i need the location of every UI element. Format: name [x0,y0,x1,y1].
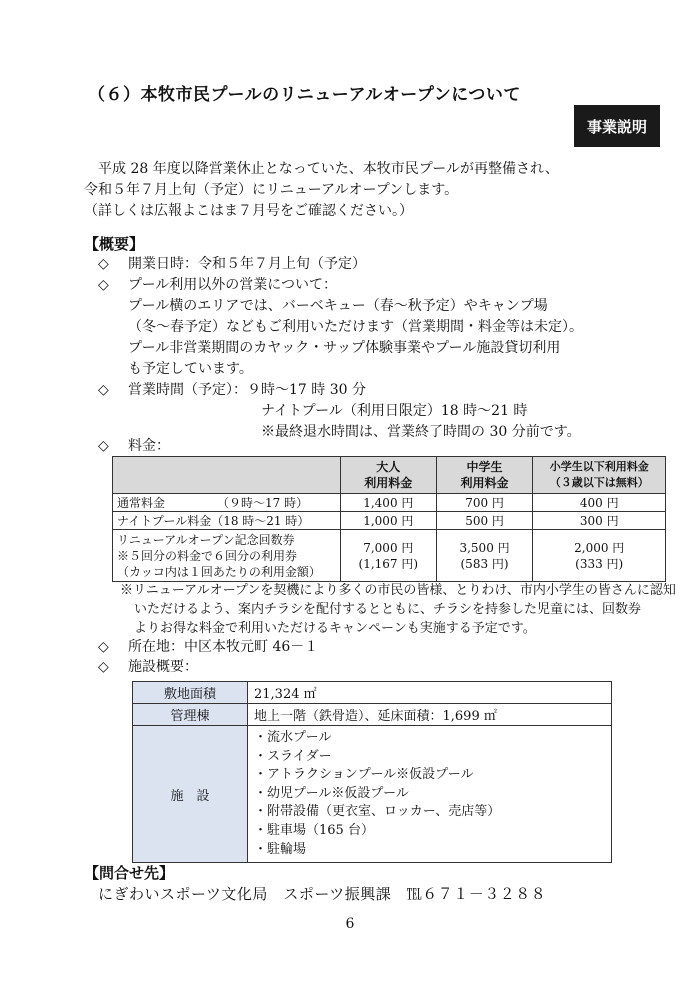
contact-heading: 【問合せ先】 [84,864,175,882]
table-row [133,682,612,704]
other-ops-line: プール非営業期間のカヤック・サップ体験事業やプール施設貸切利用 [128,340,561,356]
fees-note-line: いただけるよう、案内チラシを配付するとともに、チラシを持参した児童には、回数券 [134,602,642,617]
table-row [113,530,666,582]
coupon-label: リニューアルオープン記念回数券 ※５回分の料金で６回分の利用券 （カッコ内は１回あたりの利用金額） [113,530,341,582]
contact-info: にぎわいスポーツ文化局 スポーツ振興課 ℡６７１－３２８８ [98,885,547,903]
fee-header-adult: 大人 利用料金 [340,457,436,494]
last-exit-note: ※最終退水時間は、営業終了時間の 30 分前です。 [261,424,581,440]
list-item: ・附帯設備（更衣室、ロッカー、売店等） [254,804,501,820]
list-item: ・流水プール [254,730,332,745]
intro-line: 令和５年７月上旬（予定）にリニューアルオープンします。 [84,182,459,198]
page-title: （６）本牧市民プールのリニューアルオープンについて [88,85,521,105]
list-item: ・幼児プール※仮設プール [254,785,409,801]
intro-line: 平成 28 年度以降営業休止となっていた、本牧市民プールが再整備され、 [98,161,559,177]
diamond-icon: ◇ [98,382,109,398]
area-value: 21,324 ㎡ [248,682,612,704]
table-row [133,704,612,726]
fee-table [112,456,666,582]
coupon-junior: 3,500 円 (583 円) [436,530,533,582]
fee-child: 400 円 [533,494,666,512]
diamond-icon: ◇ [98,256,109,272]
building-label: 管理棟 [133,704,248,726]
table-row [113,512,666,530]
facilities-label: 施 設 [133,726,248,863]
other-ops-title: プール利用以外の営業について： [128,277,338,293]
opening-date: 開業日時：令和５年７月上旬（予定） [128,256,366,272]
other-ops-line: も予定しています。 [128,361,253,377]
list-item: ・駐車場（165 台） [254,822,374,838]
area-label: 敷地面積 [133,682,248,704]
coupon-adult: 7,000 円 (1,167 円) [340,530,436,582]
fee-row-label: 通常料金 （９時～17 時） [113,494,341,512]
diamond-icon: ◇ [98,277,109,293]
facility-table [132,681,612,863]
facility-label: 施設概要： [128,659,198,675]
section-badge: 事業説明 [574,105,660,147]
building-value: 地上一階（鉄骨造）、延床面積：1,699 ㎡ [248,704,612,726]
diamond-icon: ◇ [98,639,109,655]
intro-line: （詳しくは広報よこはま７月号をご確認ください。） [84,203,413,219]
fee-header-junior: 中学生 利用料金 [436,457,533,494]
page-number: 6 [345,916,355,932]
fee-junior: 500 円 [436,512,533,530]
list-item: ・アトラクションプール※仮設プール [254,767,474,783]
diamond-icon: ◇ [98,438,109,454]
fee-adult: 1,400 円 [340,494,436,512]
fee-child: 300 円 [533,512,666,530]
table-row [133,726,612,863]
fee-header-child: 小学生以下利用料金 （３歳以下は無料） [533,457,666,494]
fee-adult: 1,000 円 [340,512,436,530]
other-ops-line: （冬～春予定）などもご利用いただけます（営業期間・料金等は未定）。 [128,319,583,335]
fee-row-label: ナイトプール料金（18 時～21 時） [113,512,341,530]
overview-heading: 【概要】 [84,235,145,253]
facilities-list [248,726,612,863]
list-item: ・スライダー [254,748,332,764]
fee-header-row [113,457,666,494]
fee-junior: 700 円 [436,494,533,512]
fees-note-line: ※リニューアルオープンを契機により多くの市民の皆様、とりわけ、市内小学生の皆さんに認知 [120,583,676,598]
fee-header-blank [113,457,341,494]
night-pool-hours: ナイトプール（利用日限定）18 時～21 時 [261,403,528,419]
hours-label: 営業時間（予定）：９時～17 時 30 分 [128,382,366,398]
fees-note-line: よりお得な料金で利用いただけるキャンペーンも実施する予定です。 [134,621,536,636]
coupon-child: 2,000 円 (333 円) [533,530,666,582]
fees-label: 料金： [128,438,170,454]
location: 所在地：中区本牧元町 46－１ [128,639,319,655]
diamond-icon: ◇ [98,659,109,675]
other-ops-line: プール横のエリアでは、バーベキュー（春～秋予定）やキャンプ場 [128,298,548,314]
table-row [113,494,666,512]
list-item: ・駐輪場 [254,841,307,857]
